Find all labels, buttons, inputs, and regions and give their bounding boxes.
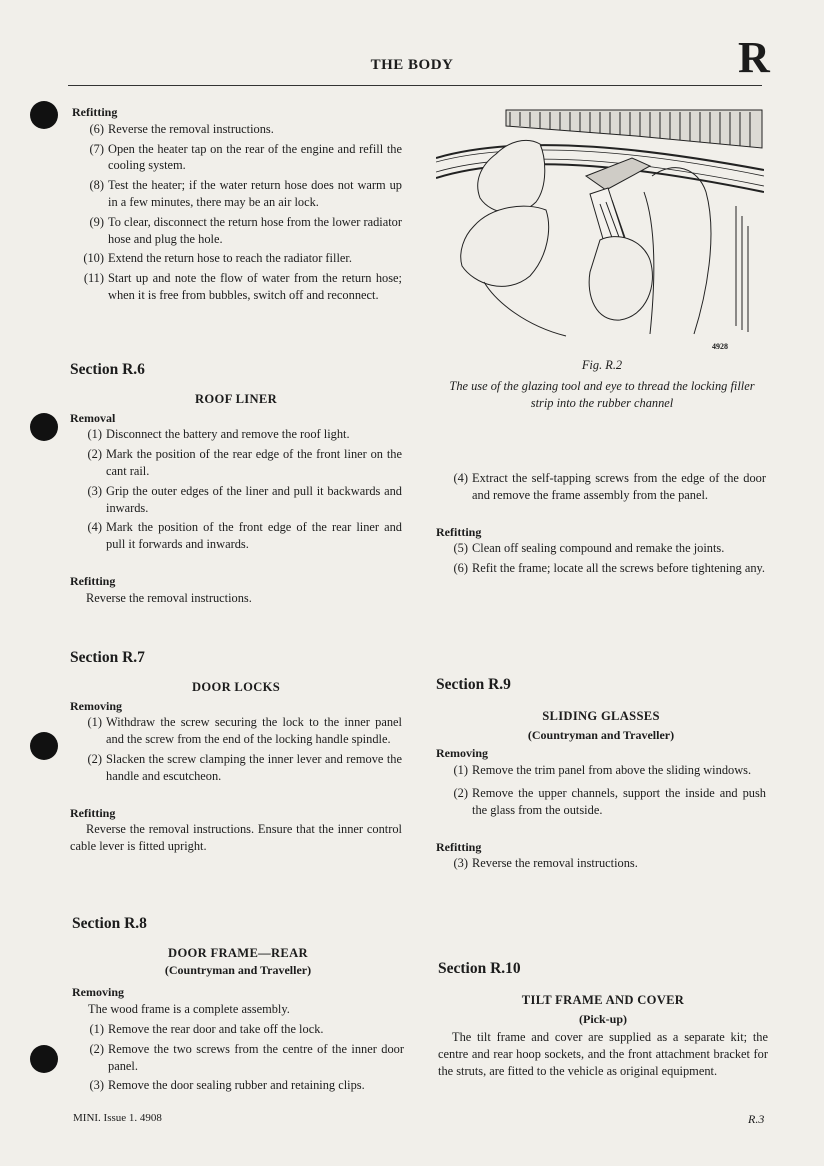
list-item: Grip the outer edges of the liner and pull it backwards and inwards. [106, 483, 402, 515]
figure-label: Fig. R.2 [581, 358, 623, 372]
intro-text: The wood frame is a complete assembly. [88, 1002, 290, 1017]
refitting-label: Refitting [70, 805, 116, 820]
section-r8-continued: (4) Extract the self-tapping screws from the edge of the door and remove the frame assembly from the panel. Refitting (5) Clean off sealing compound and remake the joints. (6) Refit the frame; locate all the screws before tightening any. [436, 471, 766, 576]
page-number: R.3 [748, 1112, 765, 1126]
chapter-letter: R [738, 33, 770, 82]
removing-label: Removing [72, 985, 124, 1000]
section-title: Section R.6 [70, 361, 145, 378]
section-title: Section R.8 [72, 915, 147, 932]
punch-hole-3 [30, 732, 58, 760]
list-item: Mark the position of the front edge of the rear liner and pull it forwards and inwards. [106, 520, 402, 552]
removing-label: Removing [70, 698, 122, 713]
section-r7: Section R.7 DOOR LOCKS Removing (1) Withdraw the screw securing the lock to the inner panel and the screw from the end of the locking handle spindle. (2) Slacken the screw clamping the inner lever and remove the handle and escutcheon. Refitting Reverse the removal instructions. Ensure that the inner control cable lever is fitted upright. [70, 649, 402, 854]
figure-number-mark: 4928 [712, 342, 728, 351]
list-item: Remove the upper channels, support the inside and push the glass from the outside. [472, 785, 766, 817]
list-item: Open the heater tap on the rear of the engine and refill the cooling system. [108, 141, 402, 173]
punch-hole-1 [30, 101, 58, 129]
left-refitting-block: Refitting (6) Reverse the removal instructions. (7) Open the heater tap on the rear of the engine and refill the cooling system. (8) Test the heater; if the water return hose does not warm up in a few minutes, there may be an air lock. (9) To clear, disconnect the return hose from the lower radiator hose and plug the hole. (10) Extend the return hose to reach the radiator filler. (11) Start up and note the flow of water from the return hose; when it is free from bubbles, switch off and reconnect. [72, 105, 402, 302]
section-title: Section R.7 [70, 649, 145, 666]
section-r6: Section R.6 ROOF LINER Removal (1) Disconnect the battery and remove the roof light. (2) Mark the position of the rear edge of the front liner on the cant rail. (3) Grip the outer edges of the liner and pull it backwards and inwards. (4) Mark the position of the front edge of the rear liner and pull it forwards and inwards. Refitting Reverse the removal instructions. [70, 361, 402, 605]
removing-label: Removing [436, 746, 488, 761]
list-item: Refit the frame; locate all the screws before tightening any. [472, 561, 766, 576]
list-item: Remove the trim panel from above the sliding windows. [472, 763, 752, 778]
section-r10 [438, 961, 768, 1080]
list-item: Disconnect the battery and remove the roof light. [106, 427, 350, 442]
figure-r2-illustration [436, 106, 764, 338]
list-item: Extract the self-tapping screws from the edge of the door and remove the frame assembly from the panel. [472, 471, 766, 502]
figure-caption-block [440, 357, 764, 411]
list-item: Mark the position of the rear edge of the front liner on the cant rail. [106, 447, 402, 478]
section-subheading: (Countryman and Traveller) [527, 727, 675, 742]
list-item: Withdraw the screw securing the lock to the inner panel and the screw from the end of the locking handle spindle. [106, 715, 402, 747]
list-item: To clear, disconnect the return hose from the lower radiator hose and plug the hole. [108, 214, 402, 246]
punch-hole-4 [30, 1045, 58, 1073]
list-item: Extend the return hose to reach the radiator filler. [108, 251, 352, 266]
list-item: Remove the two screws from the centre of the inner door panel. [108, 1041, 404, 1073]
section-title: Section R.9 [436, 676, 511, 693]
section-r9: Section R.9 SLIDING GLASSES (Countryman and Traveller) Removing (1) Remove the trim panel from above the sliding windows. (2) Remove the upper channels, support the inside and push the glass from the outside. Refitting (3) Reverse the removal instructions. [436, 676, 766, 871]
removal-label: Removal [70, 410, 116, 425]
punch-hole-2 [30, 413, 58, 441]
refitting-text: Reverse the removal instructions. Ensure that the inner control cable lever is fitted upright. [70, 822, 402, 854]
section-heading: SLIDING GLASSES [542, 708, 660, 723]
section-text: The tilt frame and cover are supplied as a separate kit; the centre and rear hoop sockets, and the front attachment bracket for the struts, are fitted to the vehicle as original equipment. [438, 1030, 768, 1078]
refitting-label: Refitting [436, 524, 482, 539]
list-item: Test the heater; if the water return hose does not warm up in a few minutes, there may be an air lock. [108, 178, 402, 209]
section-heading: ROOF LINER [195, 391, 277, 406]
section-r8: Section R.8 DOOR FRAME—REAR (Countryman and Traveller) Removing The wood frame is a complete assembly. (1) Remove the rear door and take off the lock. (2) Remove the two screws from the centre of the inner door panel. (3) Remove the door sealing rubber and retaining clips. [72, 915, 404, 1093]
section-subheading: (Pick-up) [579, 1011, 627, 1026]
list-item: Slacken the screw clamping the inner lever and remove the handle and escutcheon. [106, 751, 402, 783]
section-title: Section R.10 [438, 960, 521, 977]
section-heading: TILT FRAME AND COVER [521, 992, 685, 1007]
list-item: Start up and note the flow of water from the return hose; when it is free from bubbles, switch off and reconnect. [108, 271, 402, 302]
refitting-label: Refitting [70, 573, 116, 588]
list-item: Clean off sealing compound and remake the joints. [472, 541, 725, 556]
list-item: Reverse the removal instructions. [108, 121, 274, 136]
refitting-label: Refitting [72, 105, 118, 119]
section-heading: DOOR LOCKS [191, 679, 281, 694]
page-header-title: THE BODY [370, 57, 454, 73]
refitting-text: Reverse the removal instructions. [86, 590, 252, 605]
figure-caption: The use of the glazing tool and eye to thread the locking filler strip into the rubber channel [449, 378, 755, 410]
list-item: Remove the rear door and take off the lock. [108, 1021, 324, 1036]
section-heading: DOOR FRAME—REAR [168, 945, 308, 960]
list-item: Remove the door sealing rubber and retaining clips. [108, 1078, 365, 1093]
section-subheading: (Countryman and Traveller) [164, 962, 312, 977]
footer-left: MINI. Issue 1. 4908 [73, 1112, 162, 1124]
header-rule [68, 85, 762, 86]
refitting-label: Refitting [436, 839, 482, 854]
list-item: Reverse the removal instructions. [472, 856, 638, 871]
